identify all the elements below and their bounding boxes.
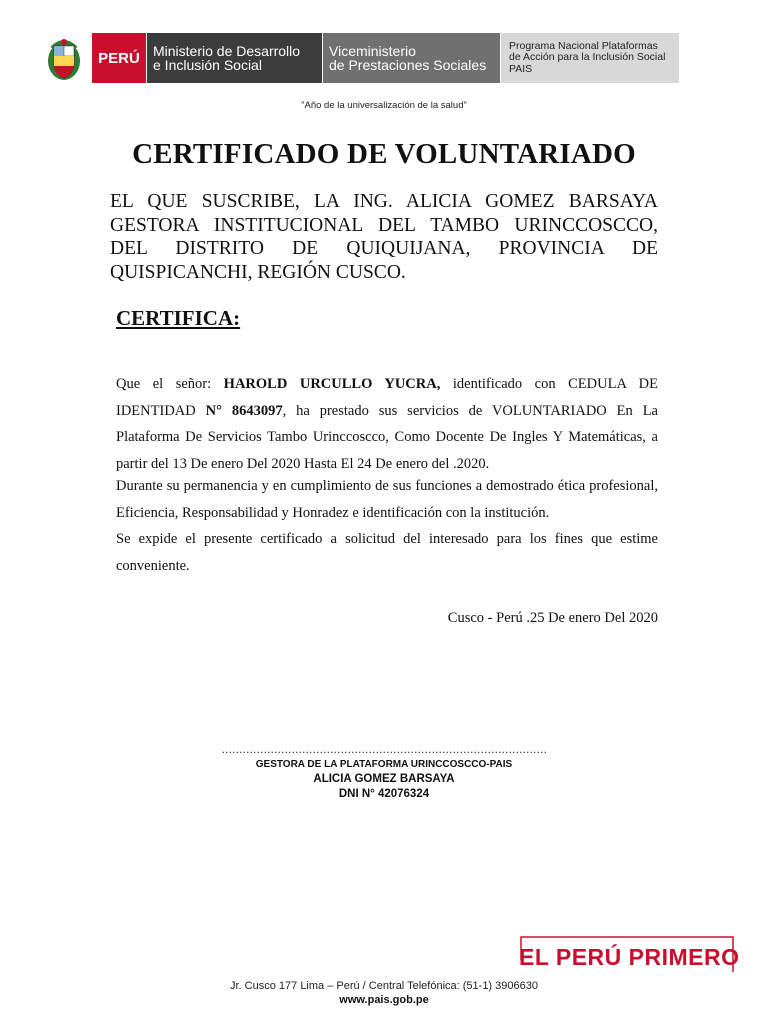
body-paragraph-3: Se expide el presente certificado a solicitud del interesado para los fines que estime conveniente.: [116, 531, 658, 574]
signer-role: GESTORA DE LA PLATAFORMA URINCCOSCCO-PAIS: [255, 759, 513, 770]
volunteer-name: HAROLD URCULLO YUCRA,: [223, 376, 441, 392]
place-date: Cusco - Perú .25 De enero Del 2020: [447, 610, 658, 626]
program-label: [501, 33, 679, 83]
p1-mid: identificado con CEDULA DE IDENTIDAD: [116, 376, 658, 419]
peru-label: [92, 33, 146, 83]
vice-ministry-label: [323, 33, 500, 83]
slogan-text: EL PERÚ PRIMERO: [519, 944, 740, 970]
intro-paragraph: EL QUE SUSCRIBE, LA ING. ALICIA GOMEZ BARSAYA GESTORA INSTITUCIONAL DEL TAMBO URINCCOSCCO, DEL DISTRITO DE QUIQUIJANA, PROVINCIA DE QUISPICANCHI, REGIÓN CUSCO.: [110, 191, 658, 283]
signer-name: ALICIA GOMEZ BARSAYA: [313, 773, 455, 785]
peru-coat-of-arms-icon: [38, 32, 90, 84]
footer-website: www.pais.gob.pe: [339, 994, 429, 1006]
ministry-line-2: e Inclusión Social: [153, 57, 262, 73]
signature-line: …………………………………………………………………………………: [221, 744, 547, 756]
signature-block: [0, 744, 768, 802]
footer-address: Jr. Cusco 177 Lima – Perú / Central Telefónica: (51-1) 3906630: [230, 980, 538, 992]
signer-dni: DNI N° 42076324: [338, 788, 430, 800]
vice-ministry-line-2: de Prestaciones Sociales: [329, 57, 487, 73]
p1-pre: Que el señor:: [116, 376, 224, 392]
year-motto: "Año de la universalización de la salud": [301, 100, 467, 111]
ministry-line-1: Ministerio de Desarrollo: [153, 43, 301, 59]
body-paragraph-1: [116, 371, 658, 477]
program-line-1: Programa Nacional Plataformas: [509, 39, 658, 52]
program-line-3: PAIS: [509, 62, 533, 75]
country-text: PERÚ: [98, 49, 140, 67]
certifica-heading: CERTIFICA:: [116, 306, 241, 330]
slogan-logo: [519, 936, 740, 974]
p1-post: , ha prestado sus servicios de VOLUNTARIADO En La Plataforma De Servicios Tambo Urinccoscco, Como Docente De Ingles Y Matemáticas, a partir del 13 De enero Del 2020 Hasta El 24 De enero del .2020.: [116, 402, 658, 472]
id-number: N° 8643097: [205, 402, 283, 419]
body-paragraph-2: Durante su permanencia y en cumplimiento de sus funciones a demostrado ética profesional, Eficiencia, Responsabilidad y Honradez e identificación con la institución.: [116, 478, 658, 521]
program-line-2: de Acción para la Inclusión Social: [509, 51, 666, 64]
certificate-title: CERTIFICADO DE VOLUNTARIADO: [132, 138, 636, 170]
vice-ministry-line-1: Viceministerio: [329, 43, 416, 59]
ministry-label: [147, 33, 322, 83]
